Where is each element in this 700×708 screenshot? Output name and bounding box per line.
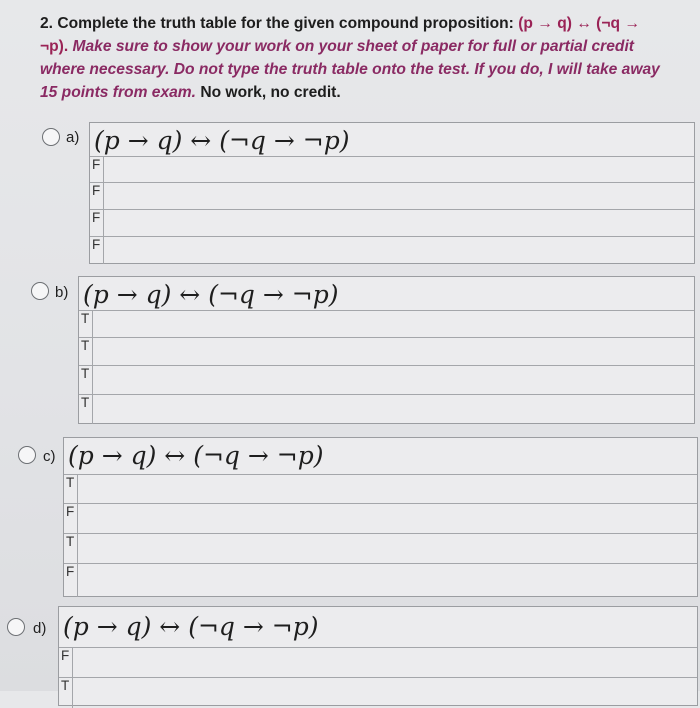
option-d-letter: d) bbox=[33, 620, 47, 637]
option-b-letter: b) bbox=[55, 284, 69, 301]
truth-value: F bbox=[64, 564, 78, 597]
truth-value: F bbox=[64, 504, 78, 534]
table-row bbox=[79, 337, 694, 366]
question-proposition: (p → q) ↔ (¬q → ¬p). bbox=[40, 15, 640, 55]
option-a-letter: a) bbox=[66, 129, 80, 146]
option-c-formula: (p → q) ↔ (¬q → ¬p) bbox=[68, 441, 324, 470]
radio-option-a[interactable] bbox=[42, 128, 60, 146]
truth-value: T bbox=[64, 475, 78, 504]
question-number: 2. Complete the truth table for the given compound proposition: bbox=[40, 15, 519, 32]
truth-value: T bbox=[79, 395, 93, 424]
truth-value: F bbox=[59, 648, 73, 678]
question-text bbox=[40, 12, 670, 104]
table-row bbox=[59, 647, 697, 678]
option-c-letter: c) bbox=[43, 448, 56, 465]
option-c-table bbox=[63, 437, 698, 597]
truth-value: T bbox=[79, 311, 93, 338]
truth-value: T bbox=[79, 338, 93, 366]
table-row bbox=[59, 677, 697, 708]
table-row bbox=[64, 474, 697, 504]
option-a-table bbox=[89, 122, 695, 264]
no-work-note: No work, no credit. bbox=[195, 84, 341, 101]
option-d-table bbox=[58, 606, 698, 706]
table-row bbox=[90, 236, 694, 264]
table-row bbox=[79, 394, 694, 424]
radio-option-b[interactable] bbox=[31, 282, 49, 300]
truth-value: T bbox=[79, 366, 93, 395]
option-b-formula: (p → q) ↔ (¬q → ¬p) bbox=[83, 280, 339, 309]
table-row bbox=[64, 503, 697, 534]
table-row bbox=[64, 533, 697, 564]
option-a-formula: (p → q) ↔ (¬q → ¬p) bbox=[94, 126, 350, 155]
option-d-formula: (p → q) ↔ (¬q → ¬p) bbox=[63, 612, 319, 641]
option-b-table bbox=[78, 276, 695, 424]
radio-option-d[interactable] bbox=[7, 618, 25, 636]
table-row bbox=[79, 310, 694, 338]
table-row bbox=[90, 209, 694, 237]
question-instructions: Make sure to show your work on your sheet of paper for full or partial credit where necessary. Do not type the truth table onto the test. If you do, I will take away 15 points from exam. No work, no credit. bbox=[40, 38, 660, 101]
truth-value: T bbox=[64, 534, 78, 564]
table-row bbox=[90, 182, 694, 210]
truth-value: F bbox=[90, 183, 104, 210]
table-row bbox=[90, 156, 694, 183]
truth-value: F bbox=[90, 237, 104, 264]
truth-value: T bbox=[59, 678, 73, 708]
truth-value: F bbox=[90, 157, 104, 183]
radio-option-c[interactable] bbox=[18, 446, 36, 464]
table-row bbox=[79, 365, 694, 395]
truth-value: F bbox=[90, 210, 104, 237]
table-row bbox=[64, 563, 697, 597]
